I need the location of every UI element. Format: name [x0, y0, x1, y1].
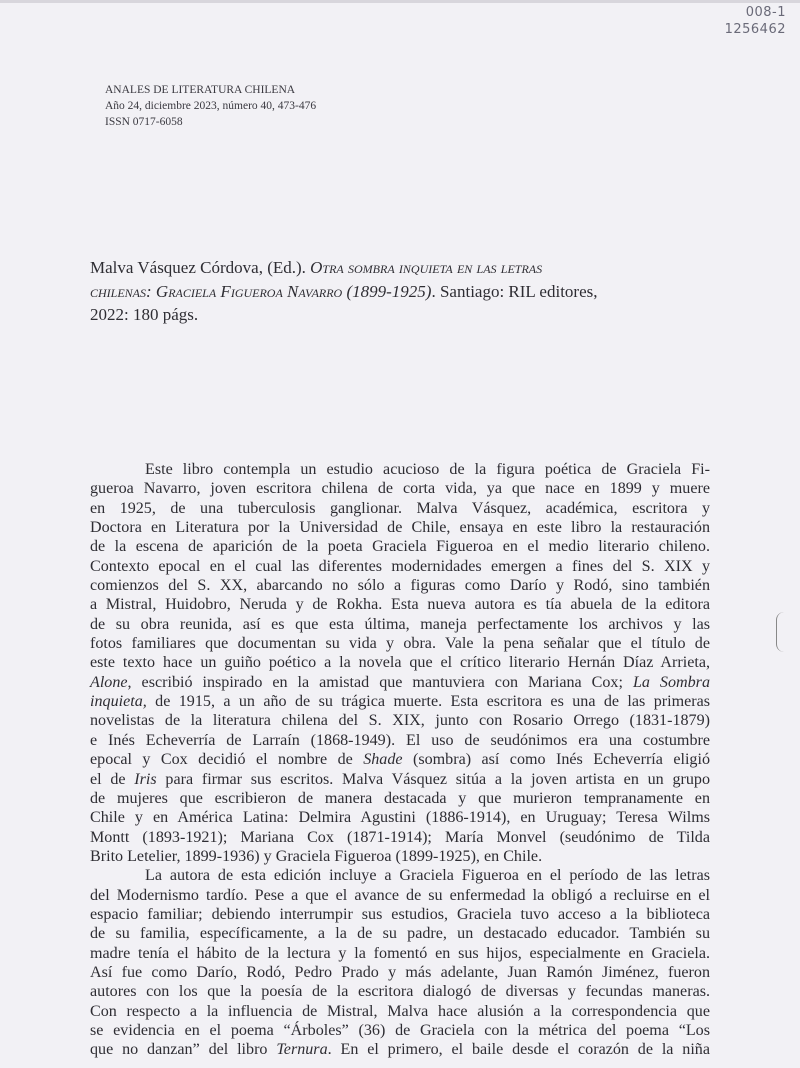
paragraph-2-line: [90, 1002, 710, 1021]
text-segment: este texto hace un guiño poético a la novela que el crítico literario Hernán Díaz Arrieta,: [90, 654, 710, 672]
text-segment: e Inés Echeverría de Larraín (1868-1949). El uso de seudónimos era una costumbre: [90, 731, 710, 749]
paragraph-1-line: [90, 518, 710, 537]
paragraph-1-line: [90, 808, 710, 827]
paragraph-1-line: [90, 499, 710, 518]
paragraph-2-line: [90, 982, 710, 1001]
paragraph-1-line: [90, 615, 710, 634]
paragraph-1-line: [90, 847, 710, 866]
handwritten-code: 008-1: [745, 5, 786, 20]
paragraph-2-line: [90, 905, 710, 924]
text-segment: se evidencia en el poema “Árboles” (36) de Graciela con la métrica del poema “Los: [90, 1021, 710, 1039]
book-citation: [90, 256, 730, 327]
italic-text: Shade: [363, 751, 403, 769]
text-segment: autores con los que la poesía de la escritora dialogó de diversas y fecundas maneras.: [90, 983, 710, 1001]
paragraph-2-line: [90, 963, 710, 982]
text-segment: , escribió inspirado en la amistad que mantuviera con Mariana Cox;: [127, 673, 633, 691]
margin-mark: [776, 612, 785, 652]
paragraph-2-line: [90, 866, 710, 885]
text-segment: madre tenía el hábito de la lectura y la fomentó en sus hijos, especialmente en Graciela.: [90, 944, 710, 962]
journal-issn: ISSN 0717-6058: [105, 116, 183, 128]
citation-publisher: . Santiago: RIL editores,: [431, 281, 598, 301]
handwritten-number: 1256462: [724, 22, 786, 37]
paragraph-2-line: [90, 944, 710, 963]
text-segment: el de: [90, 770, 135, 788]
text-segment: La autora de esta edición incluye a Graciela Figueroa en el período de las letras: [145, 867, 710, 885]
review-body: [90, 460, 710, 1060]
paragraph-1-line: [90, 770, 710, 789]
paragraph-1-line: [90, 557, 710, 576]
text-segment: de su familia, específicamente, a la de su padre, un destacado educador. También su: [90, 925, 710, 943]
text-segment: en 1925, de una tuberculosis ganglionar. Malva Vásquez, académica, escritora y: [90, 499, 710, 517]
paragraph-1-line: [90, 828, 710, 847]
text-segment: Contexto epocal en el cual las diferentes modernidades emergen a fines del S. XIX y: [90, 557, 710, 575]
paragraph-1-line: [90, 673, 710, 692]
paragraph-1-line: [90, 576, 710, 595]
journal-header: [105, 82, 316, 130]
text-segment: Doctora en Literatura por la Universidad de Chile, ensaya en este libro la restauración: [90, 519, 710, 537]
paragraph-1-line: [90, 653, 710, 672]
journal-name: ANALES DE LITERATURA CHILENA: [105, 84, 296, 96]
paragraph-1-line: [90, 789, 710, 808]
text-segment: Así fue como Darío, Rodó, Pedro Prado y más adelante, Juan Ramón Jiménez, fueron: [90, 963, 710, 981]
text-segment: para firmar sus escritos. Malva Vásquez sitúa a la joven artista en un grupo: [156, 770, 710, 788]
paragraph-1-line: [90, 711, 710, 730]
text-segment: Este libro contempla un estudio acucioso de la figura poética de Graciela Fi-: [145, 461, 710, 478]
text-segment: gueroa Navarro, joven escritora chilena de corta vida, ya que nace en 1899 y muere: [90, 480, 710, 498]
citation-author: Malva Vásquez Córdova, (Ed.).: [90, 258, 311, 277]
paragraph-1-line: [90, 460, 710, 479]
paragraph-1-line: [90, 750, 710, 769]
book-title: Otra sombra inquieta en las letras: [310, 258, 543, 277]
text-segment: que no danzan” del libro: [90, 1041, 277, 1059]
text-segment: del Modernismo tardío. Pese a que el avance de su enfermedad la obligó a recluirse en el: [90, 886, 710, 904]
paragraph-1-line: [90, 595, 710, 614]
text-segment: Con respecto a la influencia de Mistral, Malva hace alusión a la correspondencia que: [90, 1002, 710, 1020]
text-segment: Montt (1893-1921); Mariana Cox (1871-1914); María Monvel (seudónimo de Tilda: [90, 828, 710, 846]
paragraph-1-line: [90, 731, 710, 750]
paragraph-1-line: [90, 537, 710, 556]
paragraph-2-line: [90, 924, 710, 943]
citation-year-pages: 2022: 180 págs.: [90, 305, 199, 324]
paragraph-2-line: [90, 1021, 710, 1040]
journal-issue: Año 24, diciembre 2023, número 40, 473-476: [105, 100, 317, 112]
text-segment: novelistas de la literatura chilena del S. XIX, junto con Rosario Orrego (1831-1879): [90, 712, 710, 730]
paragraph-1-line: [90, 634, 710, 653]
paragraph-2-line: [90, 1040, 710, 1059]
italic-text: Alone: [90, 673, 128, 691]
italic-text: Iris: [134, 770, 157, 788]
text-segment: de su obra reunida, así es que esta última, maneja perfectamente los archivos y las: [90, 615, 710, 633]
text-segment: a Mistral, Huidobro, Neruda y de Rokha. Esta nueva autora es tía abuela de la editora: [90, 596, 710, 614]
italic-text: La Sombra: [632, 673, 710, 691]
paragraph-2-line: [90, 886, 710, 905]
text-segment: espacio familiar; debiendo interrumpir sus estudios, Graciela tuvo acceso a la biblioteca: [90, 905, 710, 923]
paragraph-1-line: [90, 692, 710, 711]
text-segment: de la escena de aparición de la poeta Graciela Figueroa en el medio literario chileno.: [90, 538, 710, 556]
text-segment: (sombra) así como Inés Echeverría eligió: [402, 751, 710, 769]
book-title-cont: chilenas: Graciela Figueroa Navarro (1899-1925): [90, 281, 432, 301]
text-segment: epocal y Cox decidió el nombre de: [90, 751, 364, 769]
italic-text: inquieta,: [90, 693, 147, 711]
scan-edge: [0, 0, 800, 3]
handwritten-annotation: [725, 4, 786, 38]
text-segment: Chile y en América Latina: Delmira Agustini (1886-1914), en Uruguay; Teresa Wilms: [90, 809, 710, 827]
text-segment: de mujeres que escribieron de manera destacada y que murieron tempranamente en: [90, 789, 710, 807]
text-segment: fotos familiares que documentan su vida y obra. Vale la pena señalar que el título de: [90, 635, 710, 653]
text-segment: comienzos del S. XX, abarcando no sólo a figuras como Darío y Rodó, sino también: [90, 577, 710, 595]
text-segment: . En el primero, el baile desde el corazón de la niña: [327, 1041, 710, 1059]
text-segment: de 1915, a un año de su trágica muerte. Esta escritora es una de las primeras: [146, 693, 710, 711]
paragraph-1-line: [90, 479, 710, 498]
text-segment: Brito Letelier, 1899-1936) y Graciela Figueroa (1899-1925), en Chile.: [90, 847, 543, 865]
italic-text: Ternura: [276, 1041, 328, 1059]
